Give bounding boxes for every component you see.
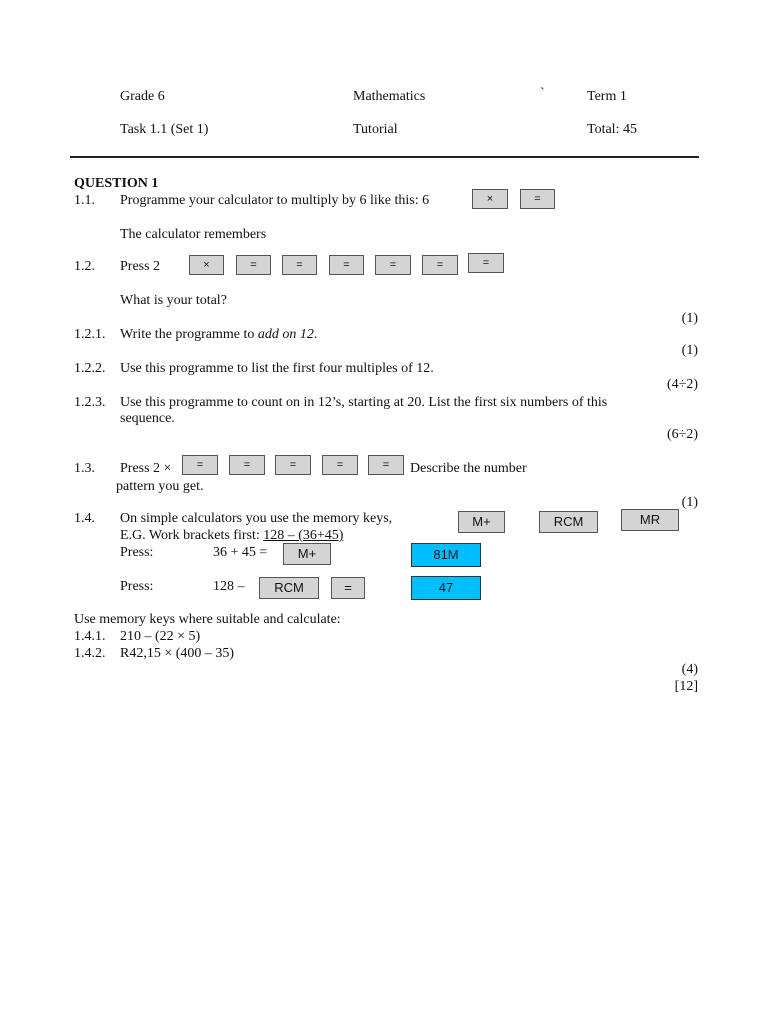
marks-4: (6÷2) [666, 427, 698, 442]
key-equals: = [422, 255, 458, 275]
item-text-1-3: Press 2 × [120, 461, 172, 476]
marks-6: (4) [681, 662, 698, 677]
expression-2: 128 – [213, 579, 245, 594]
key-memory-plus: M+ [458, 511, 505, 533]
marks-1: (1) [681, 311, 698, 326]
key-equals: = [520, 189, 555, 209]
marks-3: (4÷2) [666, 377, 698, 392]
item-text-1-2-1: Write the programme to add on 12. [120, 327, 318, 342]
item-text-1-2: Press 2 [120, 259, 161, 274]
item-number-1-2-3: 1.2.3. [74, 395, 106, 410]
item-text-1-2-3: Use this programme to count on in 12’s, starting at 20. List the first six numbers of this [120, 395, 608, 410]
type-label: Tutorial [353, 122, 398, 137]
expression-1: 36 + 45 = [213, 545, 268, 560]
marks-2: (1) [681, 343, 698, 358]
memory-instructions: Use memory keys where suitable and calculate: [74, 612, 341, 627]
question-title: QUESTION 1 [74, 176, 159, 191]
item-number-1-2: 1.2. [74, 259, 95, 274]
press-label-2: Press: [120, 579, 154, 594]
item-text-1-2-2: Use this programme to list the first four multiples of 12. [120, 361, 434, 376]
item-number-1-4-2: 1.4.2. [74, 646, 106, 661]
item-number-1-4-1: 1.4.1. [74, 629, 106, 644]
item-number-1-2-2: 1.2.2. [74, 361, 106, 376]
marks-total: [12] [674, 679, 698, 694]
item-text-1-3-b: Describe the number [410, 461, 527, 476]
marks-5: (1) [681, 495, 698, 510]
key-equals: = [375, 255, 411, 275]
backtick-mark: ` [540, 86, 545, 101]
key-equals: = [282, 255, 317, 275]
calculator-display-1: 81M [411, 543, 481, 567]
subject-label: Mathematics [353, 89, 426, 104]
item-text-1-1: Programme your calculator to multiply by 6 like this: 6 [120, 193, 430, 208]
key-equals: = [275, 455, 311, 475]
total-label: Total: 45 [587, 122, 637, 137]
example-text: E.G. Work brackets first: 128 – (36+45) [120, 528, 344, 543]
key-equals: = [236, 255, 271, 275]
key-equals: = [329, 255, 364, 275]
item-text-1-4-1: 210 – (22 × 5) [120, 629, 201, 644]
remembers-text: The calculator remembers [120, 227, 267, 242]
term-label: Term 1 [587, 89, 627, 104]
key-equals: = [468, 253, 504, 273]
key-equals: = [229, 455, 265, 475]
item-number-1-4: 1.4. [74, 511, 95, 526]
item-text-1-4-2: R42,15 × (400 – 35) [120, 646, 235, 661]
key-equals: = [368, 455, 404, 475]
key-equals: = [182, 455, 218, 475]
item-text-1-2-3-cont: sequence. [120, 411, 175, 426]
item-text-1-3-c: pattern you get. [116, 479, 204, 494]
item-number-1-2-1: 1.2.1. [74, 327, 106, 342]
key-equals: = [331, 577, 365, 599]
key-memory-plus: M+ [283, 543, 331, 565]
grade-label: Grade 6 [120, 89, 165, 104]
key-recall-clear-memory: RCM [539, 511, 598, 533]
key-times: × [472, 189, 508, 209]
calculator-display-2: 47 [411, 576, 481, 600]
header-divider [70, 156, 699, 158]
total-question: What is your total? [120, 293, 227, 308]
key-times: × [189, 255, 224, 275]
item-number-1-3: 1.3. [74, 461, 95, 476]
press-label-1: Press: [120, 545, 154, 560]
item-text-1-4: On simple calculators you use the memory keys, [120, 511, 393, 526]
key-equals: = [322, 455, 358, 475]
key-recall-clear-memory: RCM [259, 577, 319, 599]
key-memory-recall: MR [621, 509, 679, 531]
task-label: Task 1.1 (Set 1) [120, 122, 209, 137]
item-number-1-1: 1.1. [74, 193, 95, 208]
